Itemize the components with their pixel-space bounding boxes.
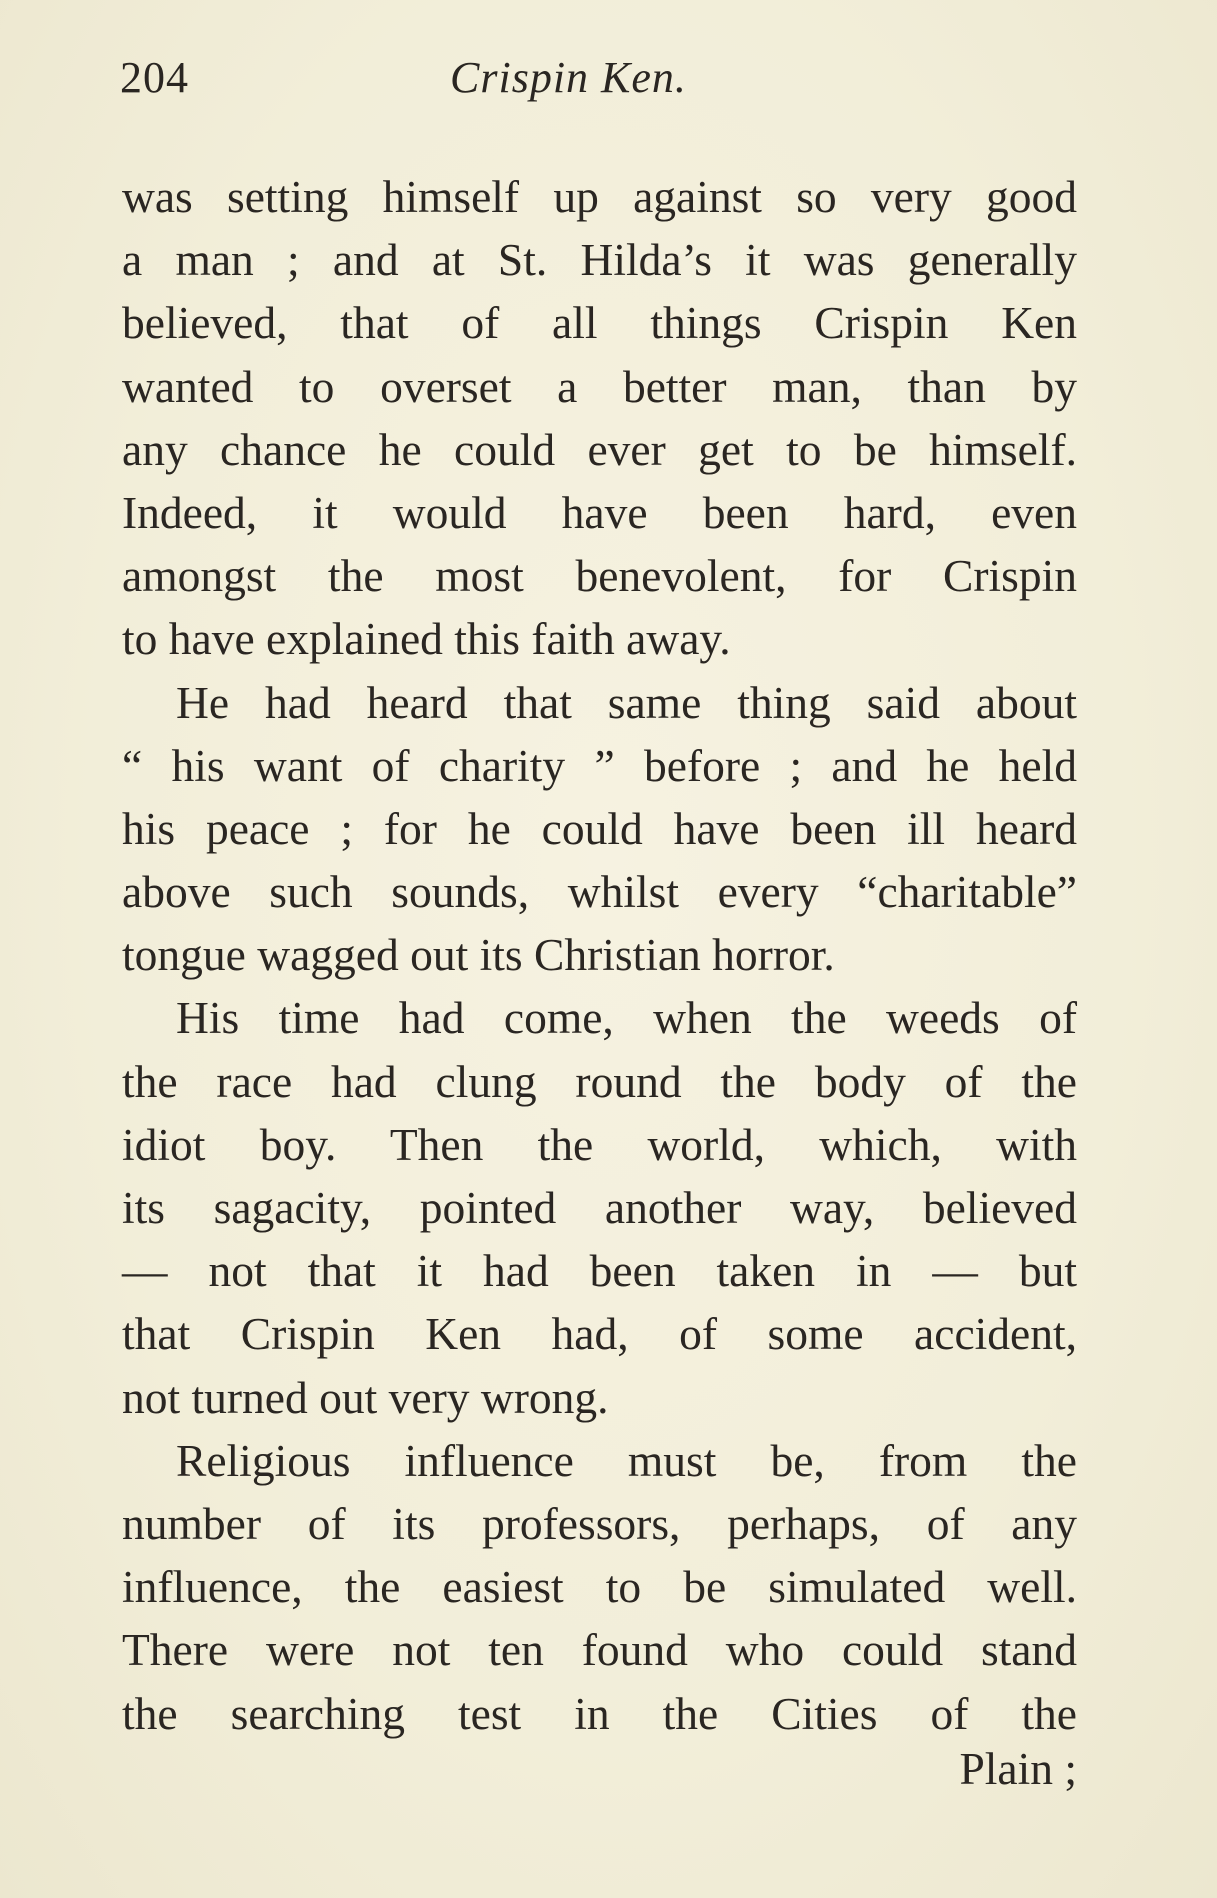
running-title: Crispin Ken. <box>450 53 687 102</box>
text-line: amongst the most benevolent, for Crispin <box>122 550 1077 602</box>
text-line: tongue wagged out its Christian horror. <box>122 929 835 981</box>
text-line: There were not ten found who could stand <box>122 1624 1077 1676</box>
text-line: number of its professors, perhaps, of any <box>122 1497 1077 1549</box>
text-line: not turned out very wrong. <box>122 1371 609 1423</box>
paragraph-first-line: His time had come, when the weeds of <box>176 992 1077 1044</box>
paragraph-first-line: Religious influence must be, from the <box>176 1434 1077 1486</box>
text-line: the searching test in the Cities of the <box>122 1687 1077 1739</box>
page-number: 204 <box>120 53 189 102</box>
text-line: influence, the easiest to be simulated well. <box>122 1561 1077 1613</box>
text-line: to have explained this faith away. <box>122 613 731 665</box>
text-line: — not that it had been taken in — but <box>122 1245 1077 1297</box>
text-line: wanted to overset a better man, than by <box>122 360 1077 412</box>
text-line: above such sounds, whilst every “charitable” <box>122 866 1077 918</box>
text-line: a man ; and at St. Hilda’s it was generally <box>122 234 1077 286</box>
body-text <box>122 165 1077 1745</box>
catchword: Plain ; <box>959 1743 1077 1794</box>
text-line: the race had clung round the body of the <box>122 1055 1077 1107</box>
text-line: its sagacity, pointed another way, believed <box>122 1182 1077 1233</box>
text-line: his peace ; for he could have been ill heard <box>122 802 1077 854</box>
text-line: any chance he could ever get to be himself. <box>122 423 1077 475</box>
page-header <box>120 52 1080 122</box>
text-line: believed, that of all things Crispin Ken <box>122 297 1077 349</box>
text-line: idiot boy. Then the world, which, with <box>122 1118 1077 1170</box>
paragraph-first-line: He had heard that same thing said about <box>176 676 1077 728</box>
text-line: Indeed, it would have been hard, even <box>122 486 1077 538</box>
text-line: was setting himself up against so very good <box>122 171 1077 222</box>
text-line: that Crispin Ken had, of some accident, <box>122 1308 1077 1360</box>
text-line: “ his want of charity ” before ; and he held <box>122 739 1077 791</box>
